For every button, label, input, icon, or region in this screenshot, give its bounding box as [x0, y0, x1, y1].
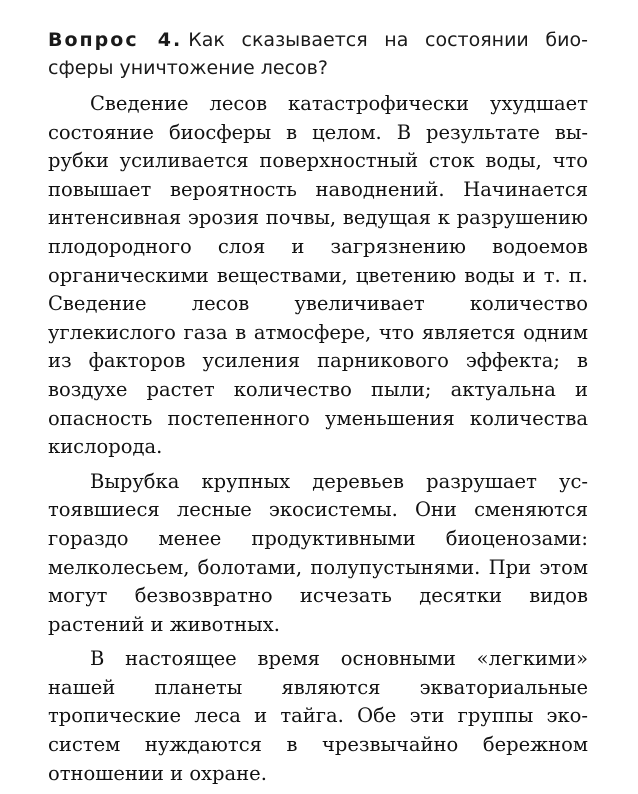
question-heading [48, 26, 588, 82]
question-text: Как сказывается на состоянии биосферы уничтожение лесов? [48, 29, 588, 79]
question-label: Вопрос 4. [48, 29, 183, 51]
answer-body [48, 90, 588, 794]
answer-paragraph-3: В настоящее время основными «легкими» нашей планеты являются экваториальные тропические леса и тайга. Обе эти группы экосистем нуждаются в чрезвычайно бережном отношении и охране. [48, 647, 588, 785]
answer-paragraph-2: Вырубка крупных деревьев разрушает устоявшиеся лесные экосистемы. Они сменяются гораздо менее продуктивными биоценозами: мелколесьем, болотами, полупустынями. При этом могут безвозвратно исчезать десятки видов растений и животных. [48, 469, 588, 636]
answer-paragraph-1: Сведение лесов катастрофически ухудшает состояние биосферы в целом. В результате вырубки усиливается поверхностный сток воды, что повышает вероятность наводнений. Начинается интенсивная эрозия почвы, ведущая к разрушению плодородного слоя и загрязнению водоемов органическими веществами, цветению воды и т. п. Сведение лесов увеличивает количество углекислого газа в атмосфере, что является одним из факторов усиления парникового эффекта; в воздухе растет количество пыли; актуальна и опасность постепенного уменьшения количества кислорода. [48, 92, 588, 459]
